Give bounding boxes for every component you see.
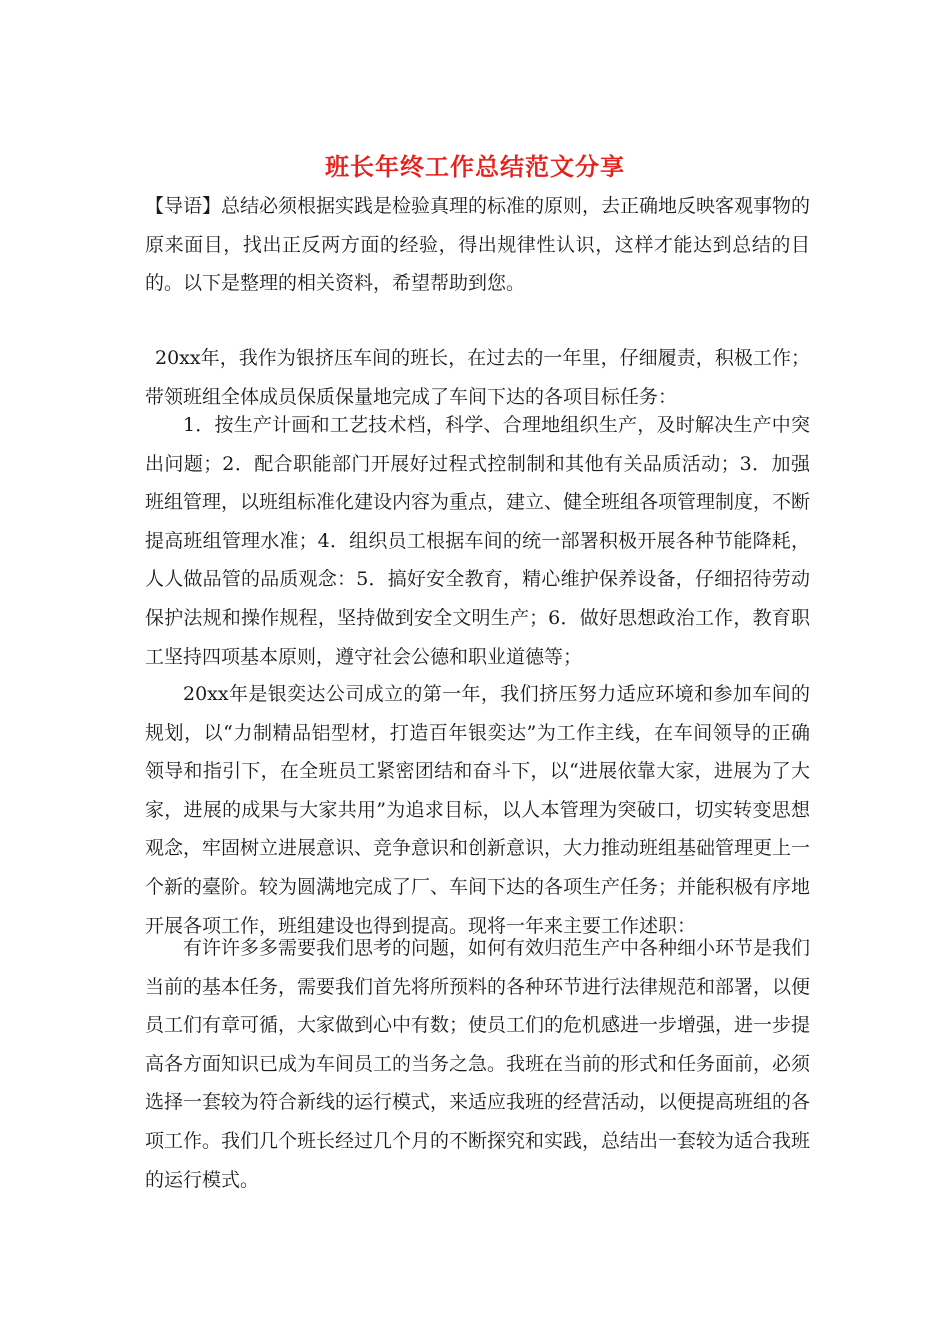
body-paragraph-1: 20xx年，我作为银挤压车间的班长，在过去的一年里，仔细履责，积极工作；带领班组全体成员保质保量地完成了车间下达的各项目标任务：: [145, 347, 810, 408]
body-paragraph-4: 有许许多多需要我们思考的问题，如何有效归范生产中各种细小环节是我们当前的基本任务，需要我们首先将所预料的各种环节进行法律规范和部署，以便员工们有章可循，大家做到心中有数；使员工们的危机感进一步增强，进一步提高各方面知识已成为车间员工的当务之急。我班在当前的形式和任务面前，必须选择一套较为符合新线的运行模式，来适应我班的经营活动，以便提高班组的各项工作。我们几个班长经过几个月的不断探究和实践，总结出一套较为适合我班的运行模式。: [145, 937, 811, 1191]
body-paragraph-2: 1．按生产计画和工艺技术档，科学、合理地组织生产，及时解决生产中突出问题；2．配合职能部门开展好过程式控制制和其他有关品质活动；3．加强班组管理，以班组标准化建设内容为重点，建立、健全班组各项管理制度，不断提高班组管理水准；4．组织员工根据车间的统一部署积极开展各种节能降耗，人人做品管的品质观念：5．搞好安全教育，精心维护保养设备，仔细招待劳动保护法规和操作规程，坚持做到安全文明生产；6．做好思想政治工作，教育职工坚持四项基本原则，遵守社会公德和职业道德等；: [145, 414, 811, 668]
document-title: 班长年终工作总结范文分享: [325, 152, 625, 181]
intro-paragraph: 【导语】总结必须根据实践是检验真理的标准的原则，去正确地反映客观事物的原来面目，找出正反两方面的经验，得出规律性认识，这样才能达到总结的目的。以下是整理的相关资料，希望帮助到您。: [145, 195, 811, 295]
body-paragraph-3: 20xx年是银奕达公司成立的第一年，我们挤压努力适应环境和参加车间的规划，以“力制精品铝型材，打造百年银奕达”为工作主线，在车间领导的正确领导和指引下，在全班员工紧密团结和奋斗下，以“进展依靠大家，进展为了大家，进展的成果与大家共用”为追求目标，以人本管理为突破口，切实转变思想观念，牢固树立进展意识、竞争意识和创新意识，大力推动班组基础管理更上一个新的臺阶。较为圆满地完成了厂、车间下达的各项生产任务；并能积极有序地开展各项工作，班组建设也得到提高。现将一年来主要工作述职：: [145, 683, 811, 937]
